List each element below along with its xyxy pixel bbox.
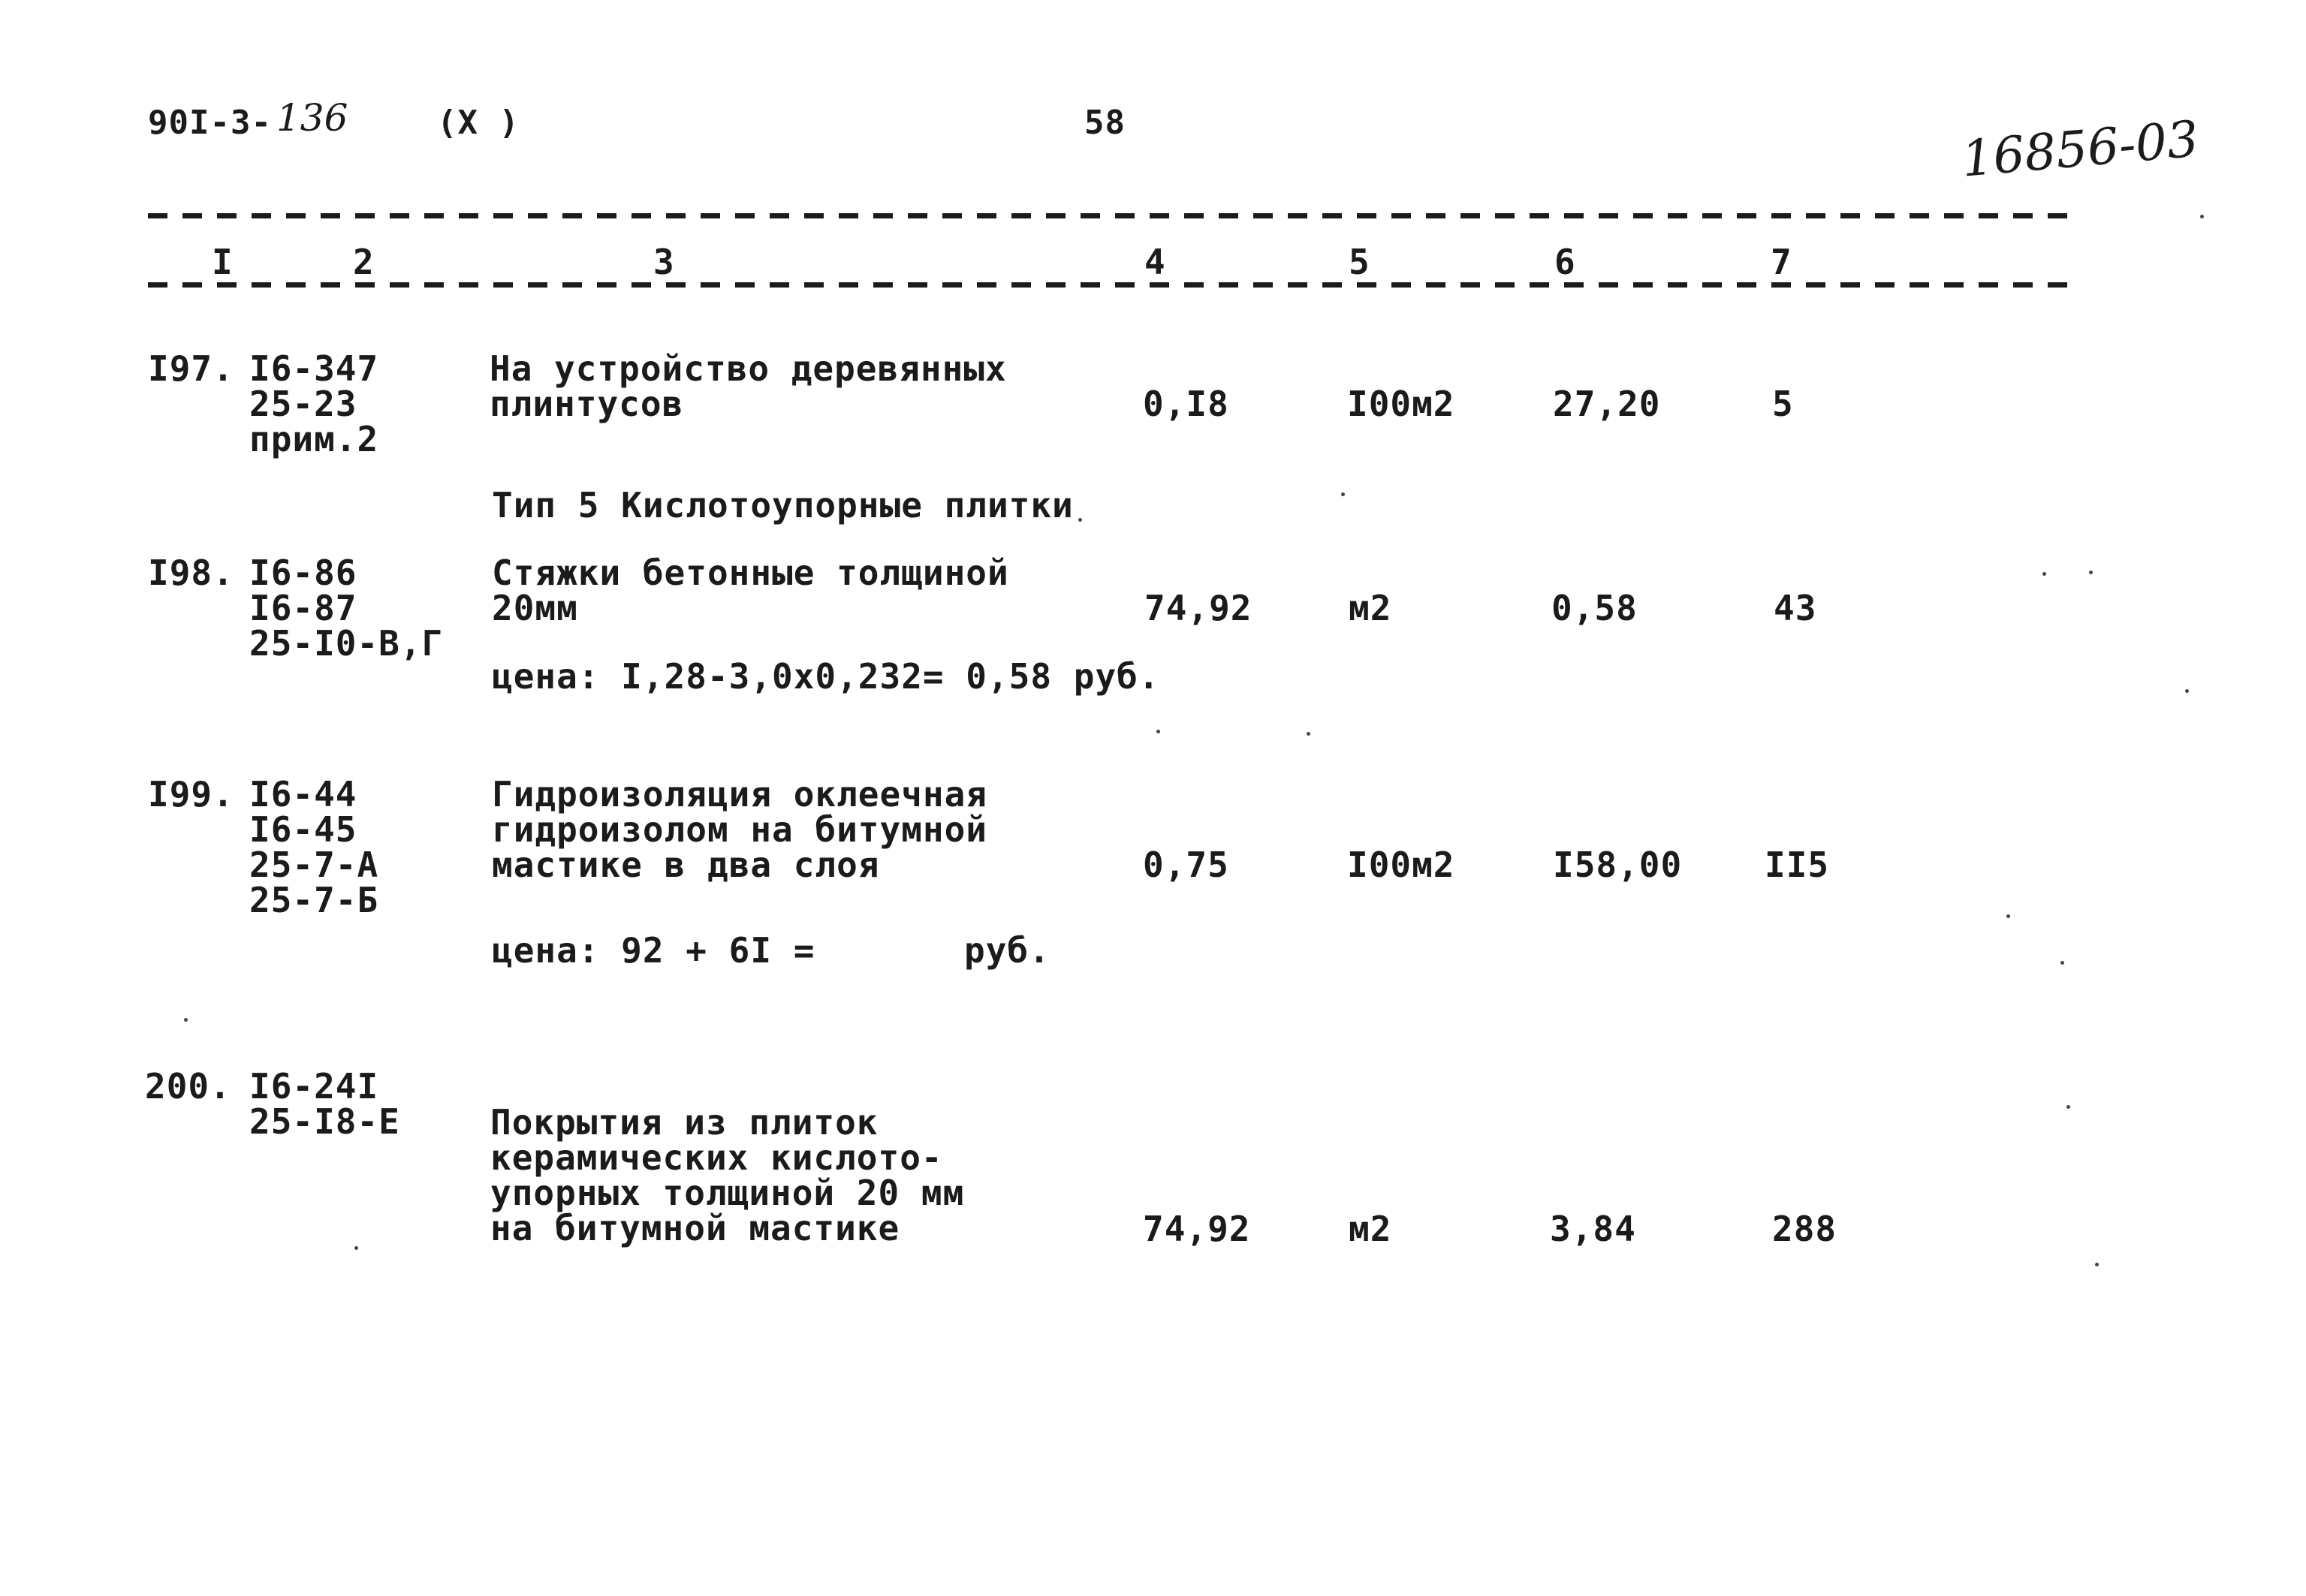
column-number-2: 2: [353, 242, 375, 282]
row-199-description: Гидроизоляция оклеечная гидроизолом на битумной мастике в два слоя: [492, 774, 987, 885]
row-200-codes: I6-24I 25-I8-Е: [249, 1066, 400, 1142]
column-number-3: 3: [653, 242, 675, 282]
scan-speck: [1341, 492, 1345, 496]
row-199-codes: I6-44 I6-45 25-7-А 25-7-Б: [249, 774, 379, 920]
row-200-description: Покрытия из плиток керамических кислото- упорных толщиной 20 мм на битумной мастике: [490, 1102, 965, 1248]
scan-speck: [2042, 572, 2046, 576]
row-197-number: I97.: [148, 348, 234, 389]
row-197-codes: I6-347 25-23 прим.2: [249, 348, 379, 459]
row-198-number: I98.: [148, 553, 234, 593]
row-198-price-calculation: цена: I,28-3,0х0,232= 0,58 руб.: [492, 656, 1160, 697]
row-199-number: I99.: [148, 774, 234, 815]
row-198-description: Стяжки бетонные толщиной 20мм: [492, 553, 1009, 628]
row-198-total: 43: [1774, 588, 1817, 628]
scan-speck: [2200, 215, 2204, 218]
row-199-price-calculation: цена: 92 + 6I =: [492, 930, 815, 971]
row-198-codes: I6-86 I6-87 25-I0-В,Г: [249, 553, 444, 664]
document-code: 90I-3-: [148, 104, 272, 142]
row-200-unit: м2: [1349, 1209, 1392, 1249]
scan-speck: [2060, 961, 2064, 965]
scan-speck: [1156, 730, 1160, 733]
row-198-quantity: 74,92: [1144, 588, 1252, 628]
column-number-6: 6: [1554, 242, 1576, 282]
row-200-quantity: 74,92: [1143, 1209, 1251, 1249]
section-label: (X ): [437, 104, 520, 142]
column-number-4: 4: [1144, 242, 1166, 282]
scan-speck: [354, 1246, 358, 1250]
column-number-1: I: [212, 242, 234, 282]
inventory-number-handwritten: 16856-03: [1959, 110, 2202, 188]
scan-speck: [2185, 689, 2189, 693]
scan-speck: [2095, 1263, 2099, 1266]
row-199-unit: I00м2: [1347, 845, 1455, 885]
row-200-total: 288: [1772, 1209, 1837, 1249]
scan-speck: [1307, 732, 1310, 736]
column-number-7: 7: [1771, 242, 1792, 282]
row-198-unit: м2: [1349, 588, 1392, 628]
header-rule-top: [148, 213, 2081, 218]
page-number: 58: [1084, 104, 1126, 142]
row-199-price: I58,00: [1553, 845, 1683, 885]
scan-speck: [1078, 518, 1082, 522]
column-number-5: 5: [1349, 242, 1370, 282]
document-code-handwritten: 136: [276, 96, 348, 140]
type-5-heading: Тип 5 Кислотоупорные плитки: [492, 485, 1074, 525]
row-197-unit: I00м2: [1347, 384, 1455, 424]
row-197-price: 27,20: [1553, 384, 1661, 424]
row-197-total: 5: [1772, 384, 1794, 424]
row-197-quantity: 0,I8: [1143, 384, 1229, 424]
header-rule-bottom: [148, 282, 2081, 288]
scan-speck: [2006, 914, 2010, 918]
row-200-number: 200.: [145, 1066, 231, 1107]
row-198-price: 0,58: [1551, 588, 1638, 628]
row-197-description: На устройство деревянных плинтусов: [490, 348, 1007, 424]
row-199-price-unit: руб.: [964, 930, 1051, 971]
row-199-total: II5: [1765, 845, 1830, 885]
scan-speck: [2089, 571, 2093, 574]
row-199-quantity: 0,75: [1143, 845, 1229, 885]
row-200-price: 3,84: [1550, 1209, 1636, 1249]
scan-speck: [2066, 1105, 2070, 1109]
scan-speck: [184, 1018, 188, 1022]
